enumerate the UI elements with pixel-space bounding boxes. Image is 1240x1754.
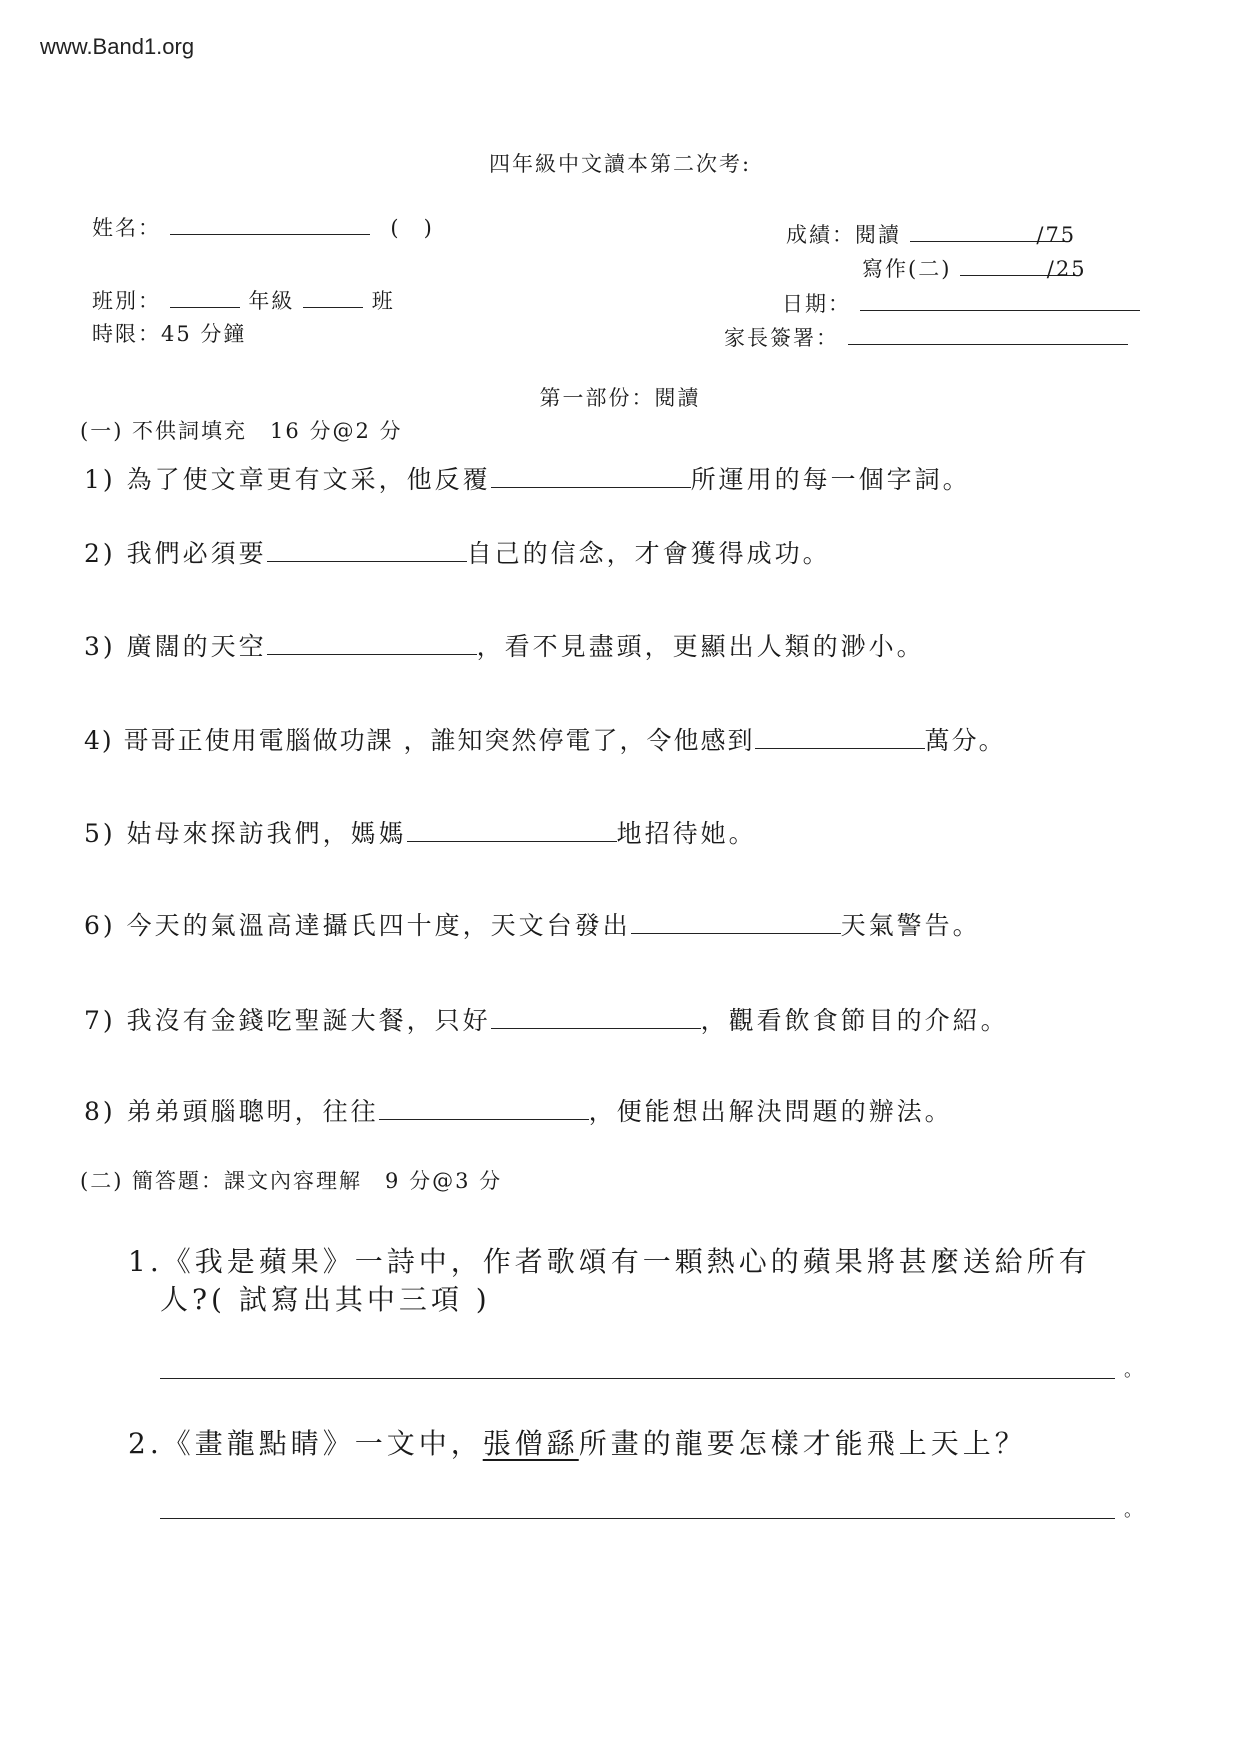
parent-row [724, 322, 1128, 352]
question-text: 7) 我沒有金錢吃聖誕大餐，只好 [84, 1006, 491, 1035]
score-writing-total: /25 [1046, 257, 1087, 281]
name-paren: ( ) [390, 216, 434, 240]
score-reading-total: /75 [1036, 223, 1077, 247]
question-text: 萬分。 [924, 726, 1006, 755]
answer-blank-3[interactable] [267, 628, 477, 655]
question-text: 1) 為了使文章更有文采，他反覆 [84, 465, 491, 494]
fill-question-4 [84, 721, 1006, 757]
fill-question-6 [84, 906, 981, 942]
section2-title: (二) 簡答題：課文內容理解 9 分@3 分 [80, 1169, 503, 1193]
class-row [92, 285, 395, 315]
question-text: 天氣警告。 [840, 911, 981, 940]
score-writing-row [862, 253, 1087, 283]
answer-blank-2[interactable] [267, 535, 467, 562]
question-text: 所運用的每一個字詞。 [690, 465, 971, 494]
date-label: 日期： [782, 292, 851, 316]
name-label: 姓名： [92, 216, 161, 240]
section1-title: (一) 不供詞填充 16 分@2 分 [80, 419, 403, 443]
grade-field[interactable] [170, 285, 240, 308]
answer-blank-4[interactable] [755, 722, 925, 749]
answer-blank-6[interactable] [631, 907, 841, 934]
fill-question-8 [84, 1092, 953, 1128]
question-text: 2) 我們必須要 [84, 539, 267, 568]
fill-question-2 [84, 534, 831, 570]
date-field[interactable] [860, 288, 1140, 311]
date-row [782, 288, 1140, 318]
fill-question-7 [84, 1001, 1009, 1037]
answer-blank-1[interactable] [491, 461, 691, 488]
time-limit: 時限：45 分鐘 [92, 322, 247, 346]
end-mark-1: 。 [1124, 1360, 1142, 1381]
grade-word: 年級 [248, 289, 295, 313]
class-label: 班別： [92, 289, 161, 313]
person-name: 張僧繇 [482, 1427, 579, 1460]
answer-blank-8[interactable] [379, 1093, 589, 1120]
answer-line-2[interactable] [160, 1518, 1115, 1519]
short-question-1-line2: 人?( 試寫出其中三項 ) [160, 1283, 491, 1316]
answer-blank-7[interactable] [491, 1002, 701, 1029]
part-title: 第一部份：閱讀 [539, 386, 701, 410]
site-url[interactable]: www.Band1.org [40, 34, 195, 59]
question-text: 地招待她。 [616, 819, 757, 848]
question-text: 自己的信念，才會獲得成功。 [466, 539, 831, 568]
answer-blank-5[interactable] [407, 815, 617, 842]
short-question-1-line1: 1.《我是蘋果》一詩中，作者歌頌有一顆熱心的蘋果將甚麼送給所有 [128, 1245, 1091, 1278]
fill-question-5 [84, 814, 757, 850]
question-text: 4) 哥哥正使用電腦做功課 ，誰知突然停電了，令他感到 [84, 726, 755, 755]
fill-question-1 [84, 460, 971, 496]
name-field[interactable] [170, 212, 370, 235]
parent-label: 家長簽署： [724, 326, 839, 350]
question-text: 3) 廣闊的天空 [84, 632, 267, 661]
end-mark-2: 。 [1124, 1500, 1142, 1521]
exam-title: 四年級中文讀本第二次考: [488, 152, 752, 176]
answer-line-1[interactable] [160, 1378, 1115, 1379]
class-word: 班 [371, 289, 395, 313]
score-reading-row [786, 219, 1076, 249]
writing-label: 寫作(二) [862, 257, 952, 281]
question-text: 2.《畫龍點睛》一文中， [128, 1427, 483, 1460]
name-row [92, 212, 434, 242]
question-text: 8) 弟弟頭腦聰明，往往 [84, 1097, 379, 1126]
parent-signature-field[interactable] [848, 322, 1128, 345]
score-label: 成績：閱讀 [786, 223, 901, 247]
question-text: ，便能想出解決問題的辦法。 [588, 1097, 953, 1126]
short-question-2 [128, 1422, 1027, 1462]
question-text: 5) 姑母來探訪我們，媽媽 [84, 819, 407, 848]
question-text: 所畫的龍要怎樣才能飛上天上？ [578, 1427, 1027, 1460]
question-text: 6) 今天的氣溫高達攝氏四十度，天文台發出 [84, 911, 631, 940]
question-text: ，觀看飲食節目的介紹。 [700, 1006, 1009, 1035]
class-field[interactable] [303, 285, 363, 308]
question-text: ，看不見盡頭，更顯出人類的渺小。 [476, 632, 925, 661]
fill-question-3 [84, 627, 925, 663]
